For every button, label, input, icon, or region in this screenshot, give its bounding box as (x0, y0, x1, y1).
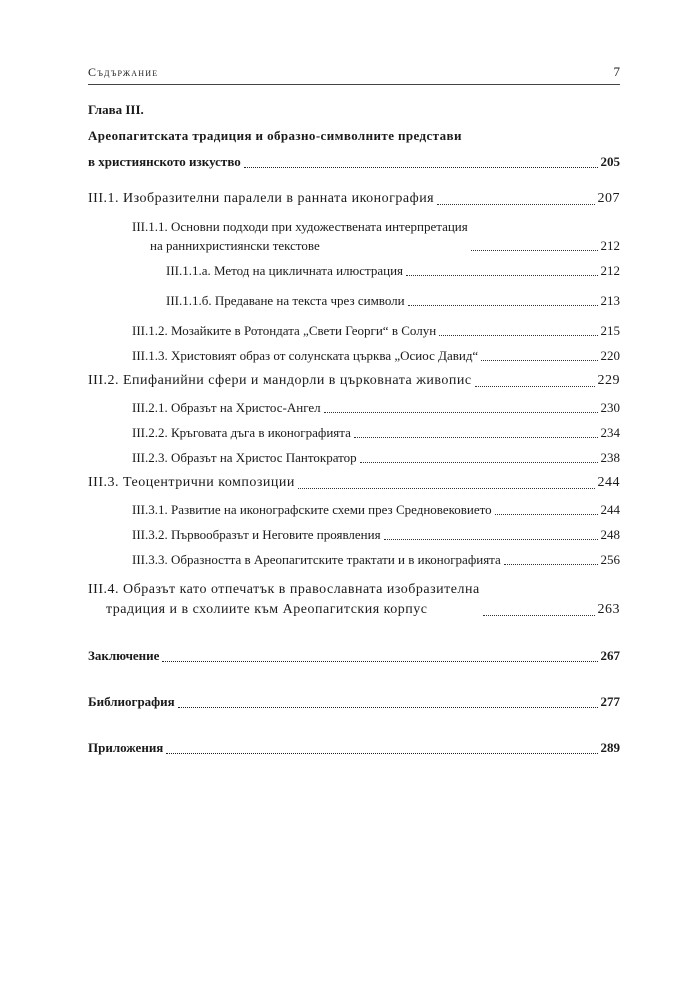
toc-subsection-3-1-2 (88, 320, 620, 340)
toc-entry-page: 238 (600, 450, 620, 465)
toc-subsection-3-1-1-b (88, 290, 620, 310)
toc-subsection-3-1-1-a (88, 260, 620, 280)
toc-entry-text: III.1.2. Мозайките в Ротондата „Свети Георги“ в Солун (132, 323, 437, 338)
toc-entry-text: III.2.1. Образът на Христос-Ангел (132, 400, 321, 415)
dot-leader (439, 334, 597, 336)
toc-subsection-3-2-3 (88, 447, 620, 467)
toc-entry-page: 215 (600, 323, 620, 338)
toc-subsection-3-3-2 (88, 524, 620, 544)
toc-entry-page: 256 (600, 552, 620, 567)
dot-leader (504, 563, 598, 565)
table-of-contents (88, 100, 620, 764)
running-head (88, 62, 620, 85)
toc-subsection-3-3-3 (88, 549, 620, 569)
toc-entry-page: 289 (600, 740, 620, 755)
toc-entry-text: III.1. Изобразителни паралели в ранната иконография (88, 191, 435, 206)
toc-entry-text: Приложения (88, 740, 164, 755)
chapter-title-entry (88, 152, 620, 172)
dot-leader (298, 487, 595, 489)
toc-entry-page: 230 (600, 400, 620, 415)
dot-leader (408, 304, 598, 306)
dot-leader (360, 461, 598, 463)
page-number: 7 (613, 64, 620, 79)
toc-entry-page: 212 (600, 238, 620, 253)
chapter-title-line2: в християнското изкуство (88, 154, 241, 169)
toc-entry-text: III.2.3. Образът на Христос Пантократор (132, 450, 357, 465)
toc-entry-text: Заключение (88, 648, 160, 663)
toc-section-3-3 (88, 472, 620, 493)
toc-subsection-3-3-1 (88, 499, 620, 519)
toc-entry-page: 263 (597, 602, 620, 617)
toc-appendices (88, 738, 620, 758)
toc-entry-text: III.2. Епифанийни сфери и мандорли в църковната живопис (88, 373, 472, 388)
toc-subsection-3-1-1 (88, 215, 620, 255)
dot-leader (406, 274, 597, 276)
toc-section-3-1 (88, 188, 620, 209)
chapter-label: Глава III. (88, 102, 144, 117)
toc-entry-text: III.3.2. Първообразът и Неговите проявления (132, 527, 381, 542)
toc-entry-page: 212 (600, 263, 620, 278)
toc-entry-text: III.3.1. Развитие на иконографските схеми през Средновековието (132, 502, 492, 517)
dot-leader (481, 359, 597, 361)
toc-entry-page: 267 (600, 648, 620, 663)
toc-entry-text: III.3.3. Образността в Ареопагитските трактати и в иконографията (132, 552, 501, 567)
dot-leader (437, 203, 594, 205)
dot-leader (354, 436, 598, 438)
chapter-page: 205 (600, 154, 620, 169)
dot-leader (324, 411, 598, 413)
toc-entry-text: III.1.1.а. Метод на цикличната илюстрация (166, 263, 404, 278)
toc-conclusion (88, 646, 620, 666)
toc-entry-page: 229 (597, 373, 620, 388)
toc-entry-text: Библиография (88, 694, 175, 709)
toc-entry-text: III.1.1.б. Предаване на текста чрез символи (166, 293, 405, 308)
dot-leader (162, 660, 597, 662)
chapter-title-line1: Ареопагитската традиция и образно-символните представи (88, 128, 462, 143)
dot-leader (166, 752, 597, 754)
dot-leader (244, 166, 598, 168)
dot-leader (178, 706, 598, 708)
toc-entry-text-line2: традиция и в схолиите към Ареопагитския корпус (106, 602, 428, 617)
toc-subsection-3-2-2 (88, 422, 620, 442)
running-head-title: Съдържание (88, 65, 159, 79)
toc-entry-text-line1: III.1.1. Основни подходи при художествената интерпретация (132, 219, 468, 234)
toc-entry-text: III.2.2. Кръговата дъга в иконографията (132, 425, 351, 440)
toc-bibliography (88, 692, 620, 712)
toc-subsection-3-1-3 (88, 345, 620, 365)
toc-subsection-3-2-1 (88, 397, 620, 417)
dot-leader (475, 385, 595, 387)
dot-leader (495, 513, 598, 515)
toc-entry-page: 213 (600, 293, 620, 308)
toc-entry-page: 234 (600, 425, 620, 440)
toc-entry-page: 207 (597, 191, 620, 206)
dot-leader (483, 614, 595, 616)
toc-section-3-4 (88, 574, 620, 620)
toc-entry-text: III.1.3. Христовият образ от солунската църква „Осиос Давид“ (132, 348, 479, 363)
toc-entry-page: 244 (600, 502, 620, 517)
dot-leader (384, 538, 598, 540)
toc-entry-text-line1: III.4. Образът като отпечатък в православната изобразителна (88, 582, 480, 597)
toc-section-3-2 (88, 370, 620, 391)
toc-entry-page: 277 (600, 694, 620, 709)
dot-leader (471, 249, 598, 251)
toc-entry-text-line2: на раннихристиянски текстове (150, 238, 320, 253)
toc-entry-page: 248 (600, 527, 620, 542)
toc-entry-page: 220 (600, 348, 620, 363)
toc-entry-text: III.3. Теоцентрични композиции (88, 475, 295, 490)
toc-entry-page: 244 (597, 475, 620, 490)
